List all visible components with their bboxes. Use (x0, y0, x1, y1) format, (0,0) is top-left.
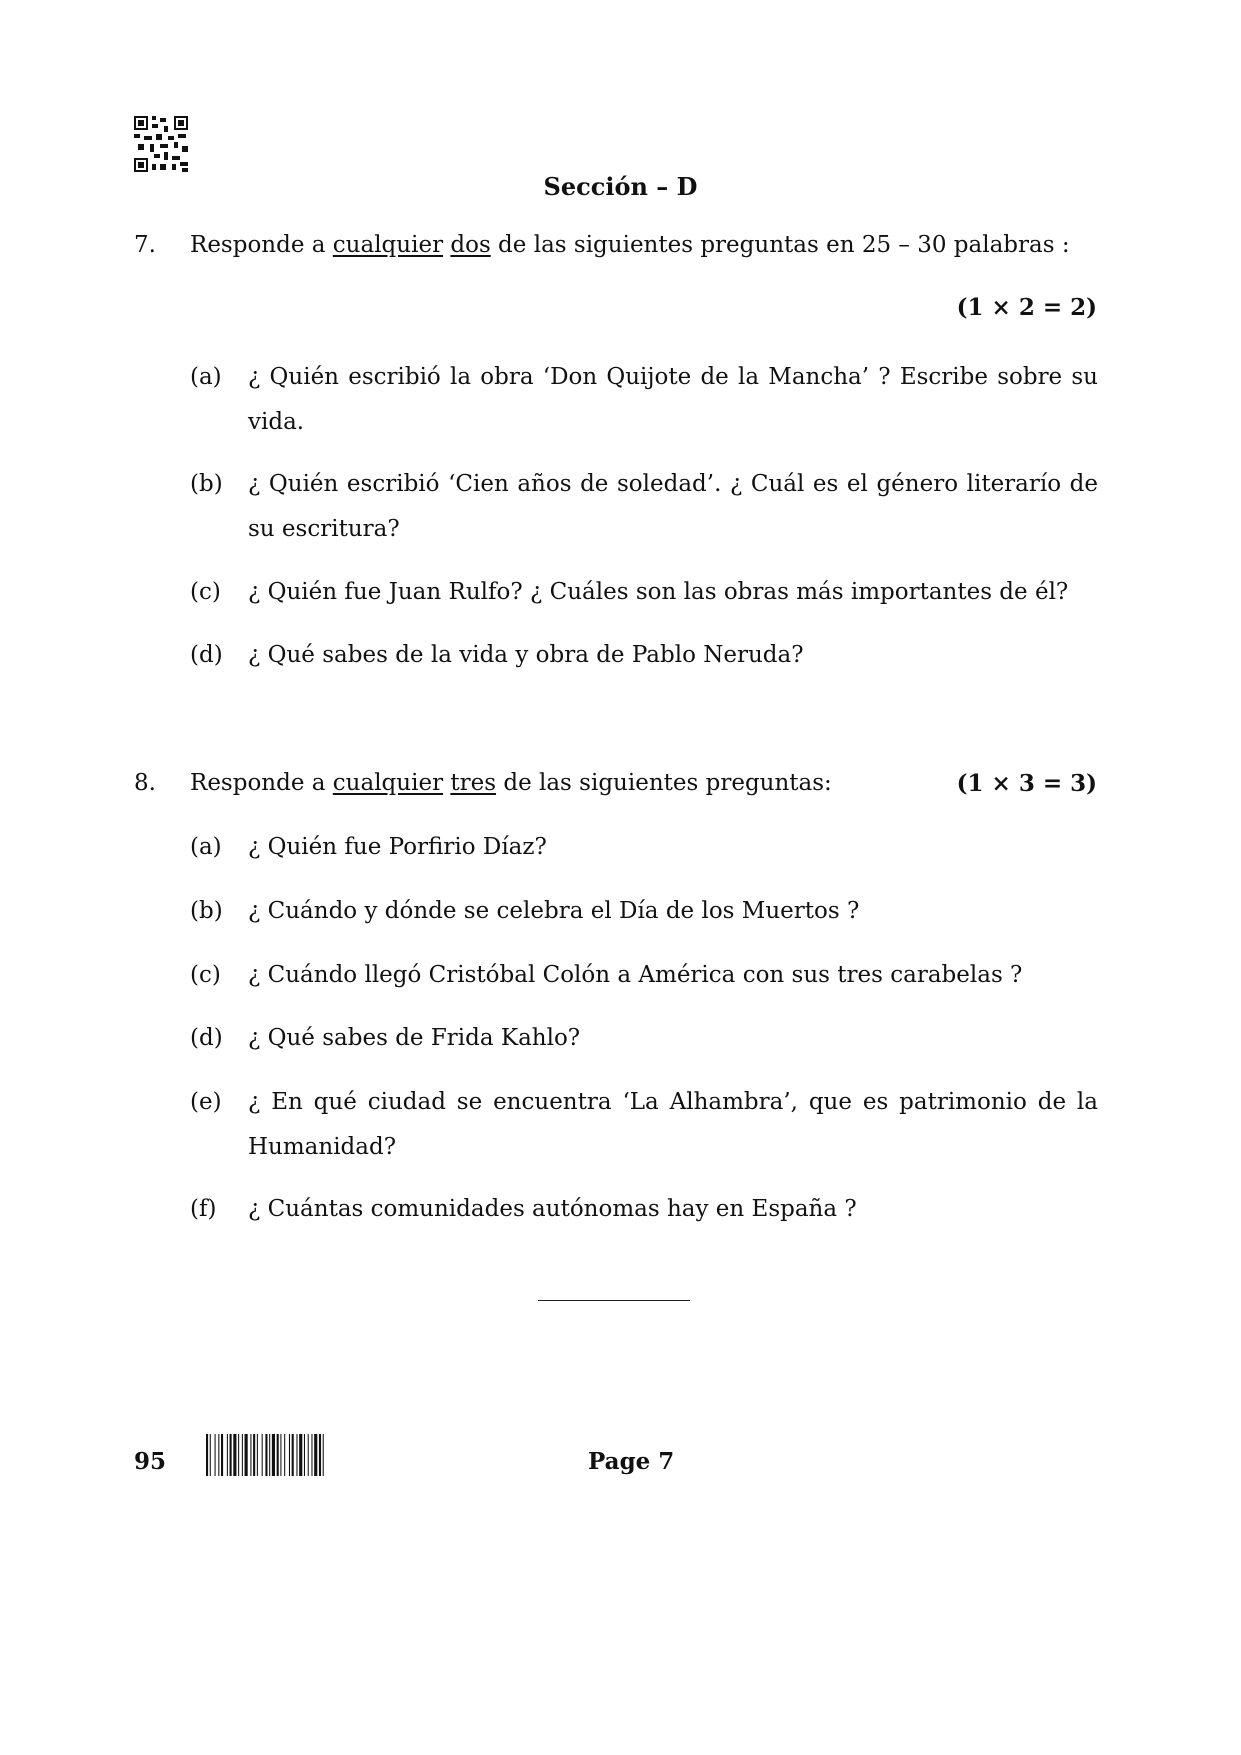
item-text: ¿ Cuándo llegó Cristóbal Colón a América con sus tres carabelas ? (248, 962, 1023, 988)
qr-code-icon (134, 116, 188, 172)
question-7-marks: (1 × 2 = 2) (956, 294, 1097, 321)
item-text: ¿ Quién fue Porfirio Díaz? (248, 834, 547, 860)
item-text: ¿ Quién fue Juan Rulfo? ¿ Cuáles son las obras más importantes de él? (248, 579, 1069, 605)
instruction-text: Responde a (190, 770, 333, 796)
item-label: (d) (190, 1025, 223, 1051)
item-text: ¿ En qué ciudad se encuentra ‘La Alhambra’, que es patrimonio de la Humanidad? (248, 1089, 1098, 1160)
question-8-number: 8. (134, 770, 156, 796)
instruction-text: de las siguientes preguntas: (496, 770, 832, 796)
item-label: (c) (190, 579, 221, 605)
underlined-word: cualquier (332, 770, 444, 796)
underlined-word: cualquier (332, 232, 444, 258)
question-8-marks: (1 × 3 = 3) (956, 770, 1097, 797)
item-label: (c) (190, 962, 221, 988)
end-divider (538, 1300, 690, 1301)
underlined-word: dos (450, 232, 491, 258)
item-label: (e) (190, 1089, 222, 1115)
question-8-instruction (190, 770, 832, 796)
item-text: ¿ Cuántas comunidades autónomas hay en España ? (248, 1196, 857, 1222)
instruction-text: Responde a (190, 232, 333, 258)
item-label: (f) (190, 1196, 217, 1222)
item-text: ¿ Qué sabes de la vida y obra de Pablo Neruda? (248, 642, 804, 668)
item-text: ¿ Quién escribió la obra ‘Don Quijote de la Mancha’ ? Escribe sobre su vida. (248, 364, 1098, 435)
barcode-icon (206, 1434, 398, 1476)
item-label: (b) (190, 898, 223, 924)
item-label: (b) (190, 471, 223, 497)
question-7-instruction (190, 232, 1070, 258)
paper-code: 95 (134, 1448, 167, 1475)
underlined-word: tres (450, 770, 497, 796)
item-text: ¿ Cuándo y dónde se celebra el Día de los Muertos ? (248, 898, 860, 924)
item-label: (d) (190, 642, 223, 668)
item-text: ¿ Qué sabes de Frida Kahlo? (248, 1025, 581, 1051)
page-number: Page 7 (588, 1448, 675, 1475)
item-text: ¿ Quién escribió ‘Cien años de soledad’. ¿ Cuál es el género literarío de su escritura? (248, 471, 1098, 542)
item-label: (a) (190, 834, 222, 860)
instruction-text: de las siguientes preguntas en 25 – 30 palabras : (490, 232, 1070, 258)
item-label: (a) (190, 364, 222, 390)
section-title: Sección – D (543, 172, 698, 201)
question-7-number: 7. (134, 232, 156, 258)
